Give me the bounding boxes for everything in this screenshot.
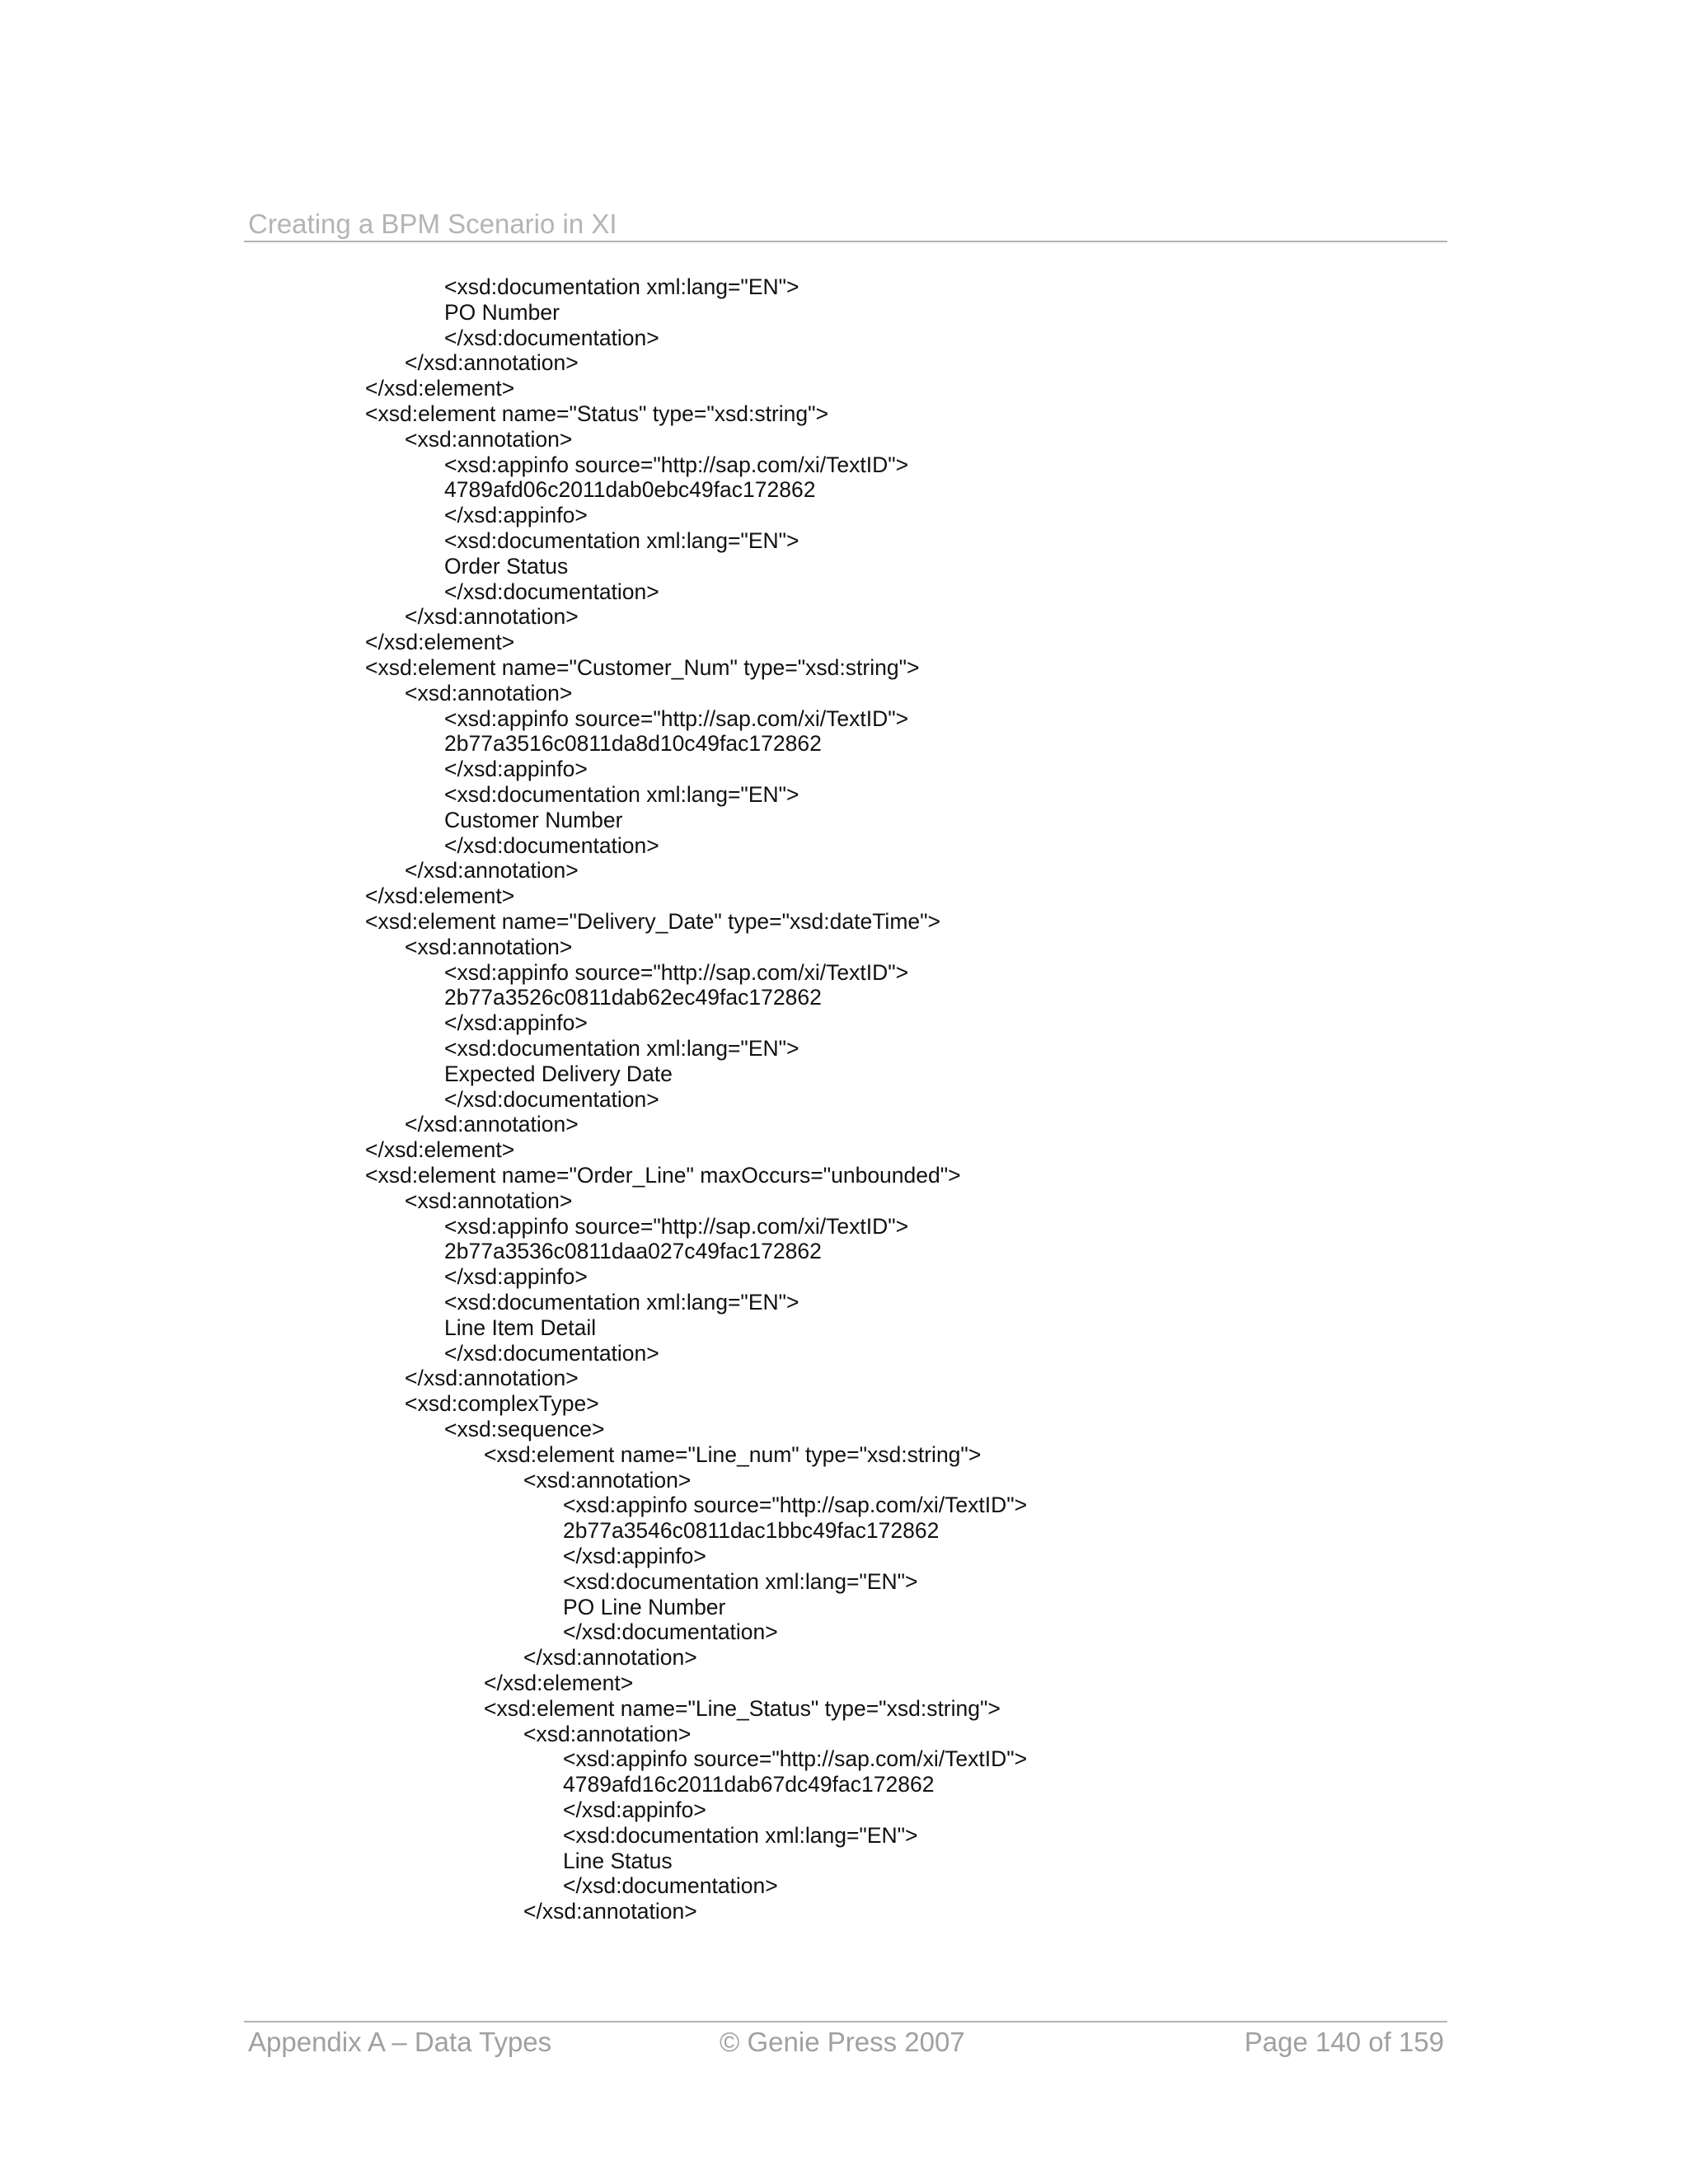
code-line: <xsd:documentation xml:lang="EN"> — [444, 274, 799, 299]
code-line: <xsd:appinfo source="http://sap.com/xi/TextID"> — [444, 705, 909, 731]
code-line: <xsd:element name="Order_Line" maxOccurs="unbounded"> — [365, 1163, 961, 1188]
code-line: Line Status — [563, 1848, 673, 1873]
code-line: Line Item Detail — [444, 1315, 597, 1340]
code-line: </xsd:documentation> — [444, 1086, 659, 1112]
code-line: </xsd:element> — [365, 376, 515, 401]
code-line: <xsd:documentation xml:lang="EN"> — [444, 1036, 799, 1061]
code-line: <xsd:annotation> — [405, 1188, 573, 1213]
code-line: 2b77a3536c0811daa027c49fac172862 — [444, 1239, 822, 1264]
code-line: <xsd:appinfo source="http://sap.com/xi/TextID"> — [444, 959, 909, 985]
code-line: Expected Delivery Date — [444, 1061, 673, 1086]
code-line: <xsd:documentation xml:lang="EN"> — [563, 1822, 918, 1848]
code-line: <xsd:documentation xml:lang="EN"> — [444, 1290, 799, 1315]
footer-copyright: © Genie Press 2007 — [720, 2027, 965, 2057]
code-line: </xsd:element> — [365, 630, 515, 655]
code-line: <xsd:element name="Status" type="xsd:string"> — [365, 401, 829, 426]
code-line: <xsd:annotation> — [405, 426, 573, 452]
code-line: </xsd:documentation> — [444, 325, 659, 350]
code-line: </xsd:annotation> — [405, 350, 579, 376]
code-line: 4789afd16c2011dab67dc49fac172862 — [563, 1772, 935, 1797]
code-line: </xsd:appinfo> — [444, 1264, 588, 1290]
code-line: <xsd:documentation xml:lang="EN"> — [444, 782, 799, 807]
code-line: </xsd:appinfo> — [444, 757, 588, 782]
code-line: PO Line Number — [563, 1594, 726, 1619]
code-line: <xsd:element name="Delivery_Date" type="xsd:dateTime"> — [365, 909, 941, 934]
code-line: <xsd:element name="Line_Status" type="xsd:string"> — [484, 1695, 1001, 1721]
code-line: </xsd:element> — [484, 1671, 634, 1695]
code-line: <xsd:appinfo source="http://sap.com/xi/TextID"> — [444, 1213, 909, 1239]
code-line: <xsd:annotation> — [405, 680, 573, 705]
code-line: Order Status — [444, 553, 569, 579]
code-line: 2b77a3546c0811dac1bbc49fac172862 — [563, 1518, 940, 1544]
code-line: </xsd:element> — [365, 883, 515, 909]
code-line: <xsd:element name="Customer_Num" type="xsd:string"> — [365, 655, 920, 680]
code-line: </xsd:appinfo> — [444, 503, 588, 528]
code-line: <xsd:documentation xml:lang="EN"> — [563, 1568, 918, 1594]
code-line: <xsd:annotation> — [523, 1467, 692, 1493]
code-line: PO Number — [444, 299, 560, 325]
code-line: </xsd:documentation> — [563, 1873, 778, 1899]
running-header-title: Creating a BPM Scenario in XI — [248, 209, 617, 239]
code-line: <xsd:appinfo source="http://sap.com/xi/TextID"> — [563, 1746, 1028, 1772]
code-line: </xsd:annotation> — [523, 1899, 697, 1924]
code-line: <xsd:appinfo source="http://sap.com/xi/TextID"> — [563, 1493, 1028, 1518]
code-line: </xsd:appinfo> — [444, 1010, 588, 1036]
code-line: <xsd:annotation> — [405, 934, 573, 959]
code-line: <xsd:documentation xml:lang="EN"> — [444, 528, 799, 553]
code-line: </xsd:documentation> — [444, 1340, 659, 1366]
header-divider — [244, 241, 1447, 242]
code-line: </xsd:documentation> — [563, 1619, 778, 1645]
footer-section-title: Appendix A – Data Types — [248, 2027, 552, 2057]
code-line: <xsd:element name="Line_num" type="xsd:string"> — [484, 1441, 982, 1467]
code-line: 4789afd06c2011dab0ebc49fac172862 — [444, 477, 816, 503]
footer-divider — [244, 2021, 1447, 2022]
code-line: </xsd:element> — [365, 1137, 515, 1163]
code-line: Customer Number — [444, 807, 623, 832]
code-line: 2b77a3516c0811da8d10c49fac172862 — [444, 731, 822, 757]
code-line: </xsd:annotation> — [523, 1645, 697, 1671]
code-line: </xsd:appinfo> — [563, 1544, 706, 1568]
code-line: </xsd:annotation> — [405, 858, 579, 883]
code-line: <xsd:sequence> — [444, 1417, 605, 1441]
code-line: </xsd:annotation> — [405, 1112, 579, 1137]
code-line: <xsd:appinfo source="http://sap.com/xi/TextID"> — [444, 452, 909, 477]
footer-page-number: Page 140 of 159 — [1244, 2027, 1444, 2057]
code-line: </xsd:documentation> — [444, 832, 659, 858]
code-line: </xsd:annotation> — [405, 1366, 579, 1391]
code-line: </xsd:documentation> — [444, 579, 659, 604]
code-line: </xsd:appinfo> — [563, 1797, 706, 1822]
code-line: </xsd:annotation> — [405, 604, 579, 630]
code-line: <xsd:complexType> — [405, 1391, 599, 1417]
code-line: 2b77a3526c0811dab62ec49fac172862 — [444, 985, 822, 1010]
code-line: <xsd:annotation> — [523, 1721, 692, 1746]
